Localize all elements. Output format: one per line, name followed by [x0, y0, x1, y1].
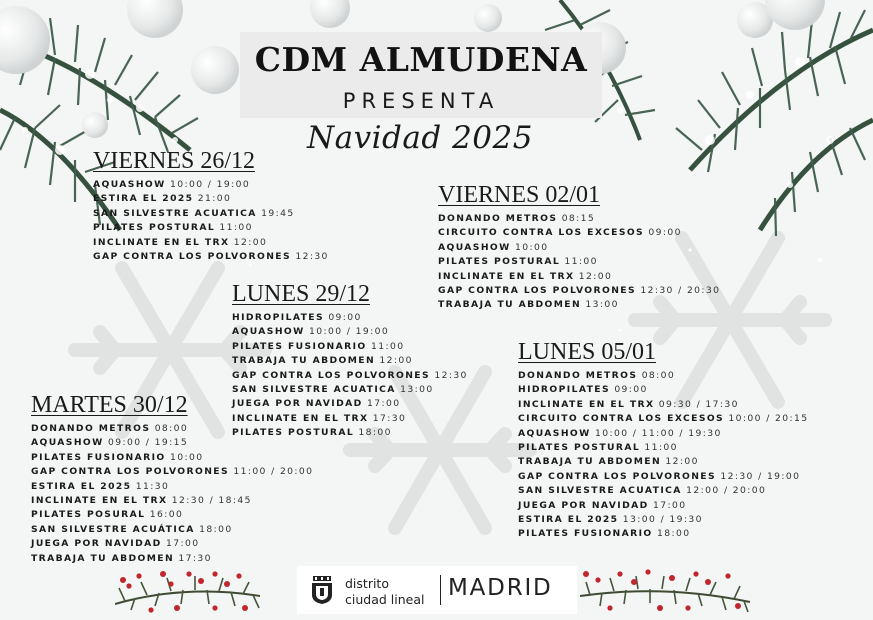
activity-name: INCLINATE EN EL TRX [438, 270, 575, 282]
activity-item [93, 221, 329, 235]
city-name: MADRID [448, 575, 553, 601]
activity-item [93, 207, 329, 221]
activity-name: JUEGA POR NAVIDAD [232, 398, 363, 410]
activity-name: CIRCUITO CONTRA LOS EXCESOS [518, 413, 725, 425]
activity-item [31, 480, 313, 494]
activity-name: GAP CONTRA LOS POLVORONES [438, 285, 636, 297]
activity-name: INCLINATE EN EL TRX [31, 495, 168, 507]
activity-name: PILATES FUSIONARIO [232, 340, 367, 352]
activity-name: TRABAJA TU ABDOMEN [438, 299, 582, 311]
activity-time: 11:30 [135, 480, 170, 492]
activity-name: HIDROPILATES [232, 312, 324, 323]
activity-name: ESTIRA EL 2025 [31, 480, 132, 492]
activity-item [438, 212, 720, 226]
activity-time: 12:30 / 18:45 [171, 495, 252, 507]
activity-item [518, 412, 809, 426]
activity-name: PILATES POSTURAL [232, 427, 355, 439]
district-label-line1: distrito [345, 576, 389, 591]
activity-name: JUEGA POR NAVIDAD [31, 538, 162, 550]
activity-time: 11:00 [564, 256, 598, 268]
activity-item [438, 255, 720, 269]
activity-item [518, 369, 809, 383]
activity-item [438, 270, 720, 284]
activity-time: 12:00 [665, 456, 699, 468]
activity-item [31, 436, 313, 450]
activity-item [232, 354, 468, 368]
activity-name: GAP CONTRA LOS POLVORONES [232, 369, 430, 381]
holly-garland-right [580, 566, 750, 614]
activity-item [93, 250, 329, 264]
activity-name: SAN SILVESTRE ACUATICA [518, 485, 682, 497]
activity-time: 13:00 [585, 299, 619, 311]
activity-name: PILATES POSTURAL [93, 222, 216, 234]
activity-item [31, 508, 313, 522]
activity-name: SAN SILVESTRE ACUATICA [93, 207, 257, 219]
activity-time: 12:30 [434, 369, 468, 381]
activity-time: 17:00 [367, 398, 401, 410]
day-heading: LUNES 05/01 [518, 339, 656, 365]
activity-name: CIRCUITO CONTRA LOS EXCESOS [438, 227, 645, 239]
activity-item [232, 311, 468, 325]
activity-item [518, 398, 809, 412]
ornament-icon [82, 112, 108, 138]
activity-item [232, 369, 468, 383]
activity-list [518, 369, 809, 542]
activity-time: 10:00 / 19:00 [309, 326, 390, 338]
activity-name: PILATES POSTURAL [518, 442, 641, 454]
ornament-icon [474, 4, 502, 32]
activity-name: DONANDO METROS [518, 370, 638, 381]
event-name: Navidad 2025 [307, 120, 533, 156]
activity-time: 09:00 [328, 312, 362, 323]
activity-name: INCLINATE EN EL TRX [518, 398, 655, 410]
activity-time: 09:00 [648, 227, 682, 239]
activity-name: DONANDO METROS [31, 423, 151, 434]
activity-list [31, 422, 313, 566]
day-schedule-viernes-02 [438, 182, 720, 313]
activity-list [93, 178, 329, 264]
activity-time: 12:30 [295, 251, 329, 263]
activity-name: AQUASHOW [93, 179, 166, 190]
activity-name: PILATES POSTURAL [438, 256, 561, 268]
activity-time: 17:30 [372, 412, 407, 424]
activity-item [518, 427, 809, 441]
footer-logo [297, 566, 577, 614]
activity-name: PILATES POSURAL [31, 509, 146, 521]
activity-item [31, 465, 313, 479]
activity-time: 11:00 [370, 340, 405, 352]
activity-time: 10:00 / 11:00 / 19:30 [595, 427, 722, 439]
day-schedule-martes-30 [31, 392, 313, 566]
activity-time: 09:00 [614, 384, 648, 396]
activity-time: 08:00 [154, 423, 189, 434]
activity-time: 13:00 [400, 384, 434, 396]
activity-name: GAP CONTRA LOS POLVORONES [518, 470, 716, 482]
activity-item [93, 178, 329, 192]
activity-time: 18:00 [656, 528, 691, 540]
activity-item [518, 470, 809, 484]
activity-time: 12:00 [578, 270, 613, 282]
activity-name: TRABAJA TU ABDOMEN [31, 552, 175, 564]
activity-time: 09:30 / 17:30 [658, 398, 739, 410]
activity-item [518, 527, 809, 541]
activity-item [438, 241, 720, 255]
activity-item [518, 383, 809, 397]
activity-time: 13:00 / 19:30 [622, 514, 703, 526]
activity-time: 10:00 / 20:15 [728, 413, 809, 425]
activity-item [232, 325, 468, 339]
activity-time: 18:00 [358, 427, 392, 439]
activity-time: 12:00 / 20:00 [686, 485, 767, 497]
activity-item [518, 484, 809, 498]
day-heading: MARTES 30/12 [31, 392, 188, 418]
activity-time: 10:00 [169, 451, 204, 463]
activity-time: 11:00 [219, 222, 253, 234]
activity-name: SAN SILVESTRE ACUÁTICA [31, 523, 195, 535]
day-heading: LUNES 29/12 [232, 281, 370, 307]
day-heading: VIERNES 26/12 [93, 148, 255, 174]
day-schedule-viernes-26 [93, 148, 329, 264]
day-schedule-lunes-05 [518, 339, 809, 542]
activity-time: 12:00 [379, 355, 413, 367]
day-heading: VIERNES 02/01 [438, 182, 600, 208]
activity-item [31, 451, 313, 465]
activity-name: ESTIRA EL 2025 [93, 193, 194, 205]
ornament-icon [191, 46, 239, 94]
activity-time: 09:00 / 19:15 [108, 437, 189, 449]
activity-time: 19:45 [261, 207, 295, 219]
page-title: CDM ALMUDENA [254, 40, 588, 79]
activity-item [518, 499, 809, 513]
activity-name: TRABAJA TU ABDOMEN [232, 355, 376, 367]
activity-name: HIDROPILATES [518, 384, 610, 396]
activity-item [31, 494, 313, 508]
activity-item [438, 226, 720, 240]
activity-item [31, 537, 313, 551]
activity-name: ESTIRA EL 2025 [518, 514, 619, 526]
activity-name: PILATES FUSIONARIO [31, 451, 166, 463]
activity-list [438, 212, 720, 313]
activity-name: SAN SILVESTRE ACUATICA [232, 384, 396, 396]
activity-name: AQUASHOW [232, 326, 305, 338]
district-label-line2: ciudad lineal [345, 592, 425, 607]
activity-time: 18:00 [199, 523, 233, 535]
activity-name: INCLINATE EN EL TRX [232, 412, 369, 424]
activity-time: 11:00 / 20:00 [233, 466, 314, 478]
activity-name: TRABAJA TU ABDOMEN [518, 456, 662, 468]
activity-time: 10:00 / 19:00 [170, 179, 251, 190]
activity-item [518, 441, 809, 455]
activity-name: GAP CONTRA LOS POLVORONES [93, 251, 291, 263]
activity-name: GAP CONTRA LOS POLVORONES [31, 466, 229, 478]
activity-item [518, 455, 809, 469]
activity-item [93, 192, 329, 206]
activity-item [31, 523, 313, 537]
holly-garland-left [115, 566, 260, 614]
activity-name: PILATES FUSIONARIO [518, 528, 653, 540]
activity-name: AQUASHOW [438, 241, 511, 253]
page-subtitle: PRESENTA [342, 89, 500, 113]
activity-time: 17:00 [653, 499, 687, 511]
activity-time: 21:00 [197, 193, 232, 205]
activity-name: AQUASHOW [518, 427, 591, 439]
activity-item [438, 298, 720, 312]
activity-time: 08:15 [561, 213, 596, 224]
activity-time: 16:00 [149, 509, 184, 521]
activity-time: 12:30 / 20:30 [640, 285, 721, 297]
activity-name: AQUASHOW [31, 437, 104, 449]
activity-time: 17:00 [166, 538, 200, 550]
activity-time: 08:00 [641, 370, 676, 381]
madrid-coat-of-arms-icon [310, 576, 334, 604]
activity-time: 17:30 [178, 552, 212, 564]
activity-item [93, 236, 329, 250]
activity-item [518, 513, 809, 527]
divider [440, 575, 441, 605]
activity-time: 12:00 [233, 236, 268, 248]
activity-name: INCLINATE EN EL TRX [93, 236, 230, 248]
activity-item [31, 552, 313, 566]
activity-name: JUEGA POR NAVIDAD [518, 499, 649, 511]
activity-time: 10:00 [515, 241, 549, 253]
activity-item [232, 340, 468, 354]
activity-time: 11:00 [644, 442, 678, 454]
activity-item [438, 284, 720, 298]
activity-time: 12:30 / 19:00 [720, 470, 801, 482]
activity-name: DONANDO METROS [438, 213, 558, 224]
activity-item [31, 422, 313, 436]
